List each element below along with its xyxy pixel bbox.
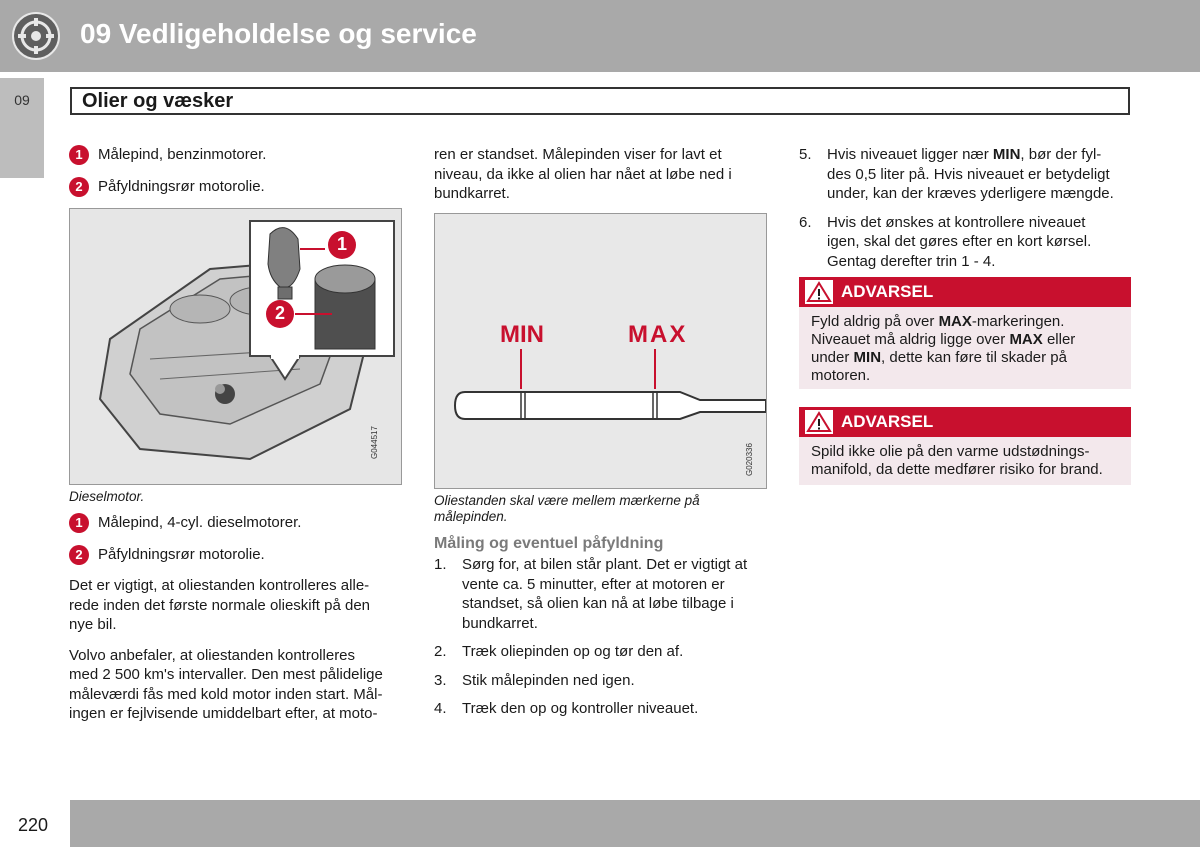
min-term: MIN xyxy=(992,146,1021,163)
callout-number: 2 xyxy=(69,545,89,565)
text-line: igen, skal det gøres efter en kort kørsel. xyxy=(827,233,1092,250)
min-term: MIN xyxy=(853,349,882,366)
column-2-intro xyxy=(434,145,774,204)
text-line: Gentag derefter trin 1 - 4. xyxy=(827,252,996,270)
warning-box xyxy=(799,407,1131,485)
warning-header xyxy=(799,277,1131,307)
text-line: vente ca. 5 minutter, efter at motoren er xyxy=(462,575,725,593)
column-3-steps xyxy=(799,145,1134,271)
callout-label: 1 xyxy=(336,234,347,254)
dipstick-figure xyxy=(434,213,767,489)
min-label: MIN xyxy=(500,321,544,348)
step-text xyxy=(827,213,1134,272)
text-line: bundkarret. xyxy=(462,614,538,632)
text-run: -markeringen. xyxy=(971,313,1065,330)
list-item-text: Påfyldningsrør motorolie. xyxy=(98,546,265,563)
wrench-gear-icon xyxy=(12,12,60,60)
warning-box xyxy=(799,277,1131,389)
callout-label: 2 xyxy=(274,303,285,323)
max-term: MAX xyxy=(1009,331,1043,348)
chapter-side-tab-label: 09 xyxy=(14,92,30,108)
figure-code: G044517 xyxy=(370,426,379,459)
text-line: med 2 500 km's intervaller. Den mest pålidelige xyxy=(69,666,383,683)
text-run: , dette kan føre til skader på xyxy=(881,349,1067,366)
text-line: Oliestanden skal være mellem mærkerne på xyxy=(434,493,700,508)
step-number: 2. xyxy=(434,643,447,660)
subheading: Måling og eventuel påfyldning xyxy=(434,535,664,552)
figure-caption xyxy=(434,493,774,525)
text-line: standset, så olien kan nå at løbe tilbage i xyxy=(462,595,734,612)
column-1-lower xyxy=(69,513,399,724)
callout-number: 1 xyxy=(69,513,89,533)
list-item-text: Målepind, benzinmotorer. xyxy=(98,146,267,163)
list-item xyxy=(434,671,774,691)
text-line: rede inden det første normale olieskift på den xyxy=(69,596,371,614)
list-item-text: Påfyldningsrør motorolie. xyxy=(98,178,265,195)
text-run: , bør der fyl- xyxy=(1020,146,1102,163)
warning-triangle-icon xyxy=(805,410,833,434)
max-label: MAX xyxy=(628,321,688,348)
text-line: nye bil. xyxy=(69,616,117,633)
step-number: 6. xyxy=(799,213,812,231)
text-run: Hvis niveauet ligger nær xyxy=(827,146,993,163)
list-item xyxy=(434,642,774,662)
text-line xyxy=(827,145,1134,165)
warning-body xyxy=(799,437,1131,479)
figure-caption: Dieselmotor. xyxy=(69,489,145,504)
warning-header xyxy=(799,407,1131,437)
text-line: ingen er fejlvisende umiddelbart efter, at moto- xyxy=(69,705,378,722)
page-footer xyxy=(70,800,1200,847)
text-line: under, kan der kræves yderligere mængde. xyxy=(827,185,1114,202)
list-item xyxy=(69,145,399,165)
text-run: under xyxy=(811,349,854,366)
list-item-text: Målepind, 4-cyl. dieselmotorer. xyxy=(98,514,302,531)
paragraph xyxy=(69,646,399,724)
text-line xyxy=(811,313,1119,331)
list-item xyxy=(69,545,399,565)
warning-title: ADVARSEL xyxy=(841,412,934,431)
text-line: ren er standset. Målepinden viser for lavt et xyxy=(434,146,722,163)
text-run: Niveauet må aldrig ligge over xyxy=(811,331,1010,348)
step-text xyxy=(462,555,774,633)
callout-number: 1 xyxy=(69,145,89,165)
step-number: 3. xyxy=(434,671,447,689)
step-text: Stik målepinden ned igen. xyxy=(462,671,635,689)
text-line xyxy=(811,331,1119,349)
text-line: Sørg for, at bilen står plant. Det er vigtigt at xyxy=(462,556,748,573)
section-title: Olier og væsker xyxy=(82,90,234,112)
step-number: 4. xyxy=(434,700,447,717)
text-line: niveau, da ikke al olien har nået at løbe ned i xyxy=(434,165,732,183)
text-line: Volvo anbefaler, at oliestanden kontrolleres xyxy=(69,646,356,664)
text-run: eller xyxy=(1042,331,1076,348)
step-number: 1. xyxy=(434,556,447,573)
text-line: motoren. xyxy=(811,367,871,384)
text-line: bundkarret. xyxy=(434,185,510,202)
column-1 xyxy=(69,145,399,197)
list-item xyxy=(434,699,774,719)
step-text xyxy=(827,145,1134,204)
warning-title: ADVARSEL xyxy=(841,282,934,301)
text-line: Det er vigtigt, at oliestanden kontrolleres alle- xyxy=(69,577,370,594)
warning-body xyxy=(799,307,1131,385)
text-line: Spild ikke olie på den varme udstødnings- xyxy=(811,443,1090,460)
engine-figure xyxy=(69,208,402,485)
list-item xyxy=(799,145,1134,204)
text-line: Hvis det ønskes at kontrollere niveauet xyxy=(827,213,1086,231)
text-run: Fyld aldrig på over xyxy=(811,313,939,330)
text-line: måleværdi fås med kold motor inden start. Mål- xyxy=(69,685,383,703)
page-number: 220 xyxy=(18,815,49,835)
list-item xyxy=(434,555,774,633)
text-line xyxy=(811,349,1119,367)
callout-number: 2 xyxy=(69,177,89,197)
figure-code: G020336 xyxy=(745,443,754,476)
max-term: MAX xyxy=(938,313,972,330)
chapter-title: 09 Vedligeholdelse og service xyxy=(80,18,477,49)
steps-list xyxy=(434,555,774,719)
warning-triangle-icon xyxy=(805,280,833,304)
list-item xyxy=(69,513,399,533)
text-line: des 0,5 liter på. Hvis niveauet er betydeligt xyxy=(827,165,1110,183)
text-line: målepinden. xyxy=(434,509,508,524)
step-text: Træk den op og kontroller niveauet. xyxy=(462,700,699,717)
list-item xyxy=(69,177,399,197)
text-line: manifold, da dette medfører risiko for brand. xyxy=(811,461,1103,478)
paragraph xyxy=(69,576,399,635)
step-number: 5. xyxy=(799,146,812,163)
step-text: Træk oliepinden op og tør den af. xyxy=(462,643,684,660)
list-item xyxy=(799,213,1134,272)
